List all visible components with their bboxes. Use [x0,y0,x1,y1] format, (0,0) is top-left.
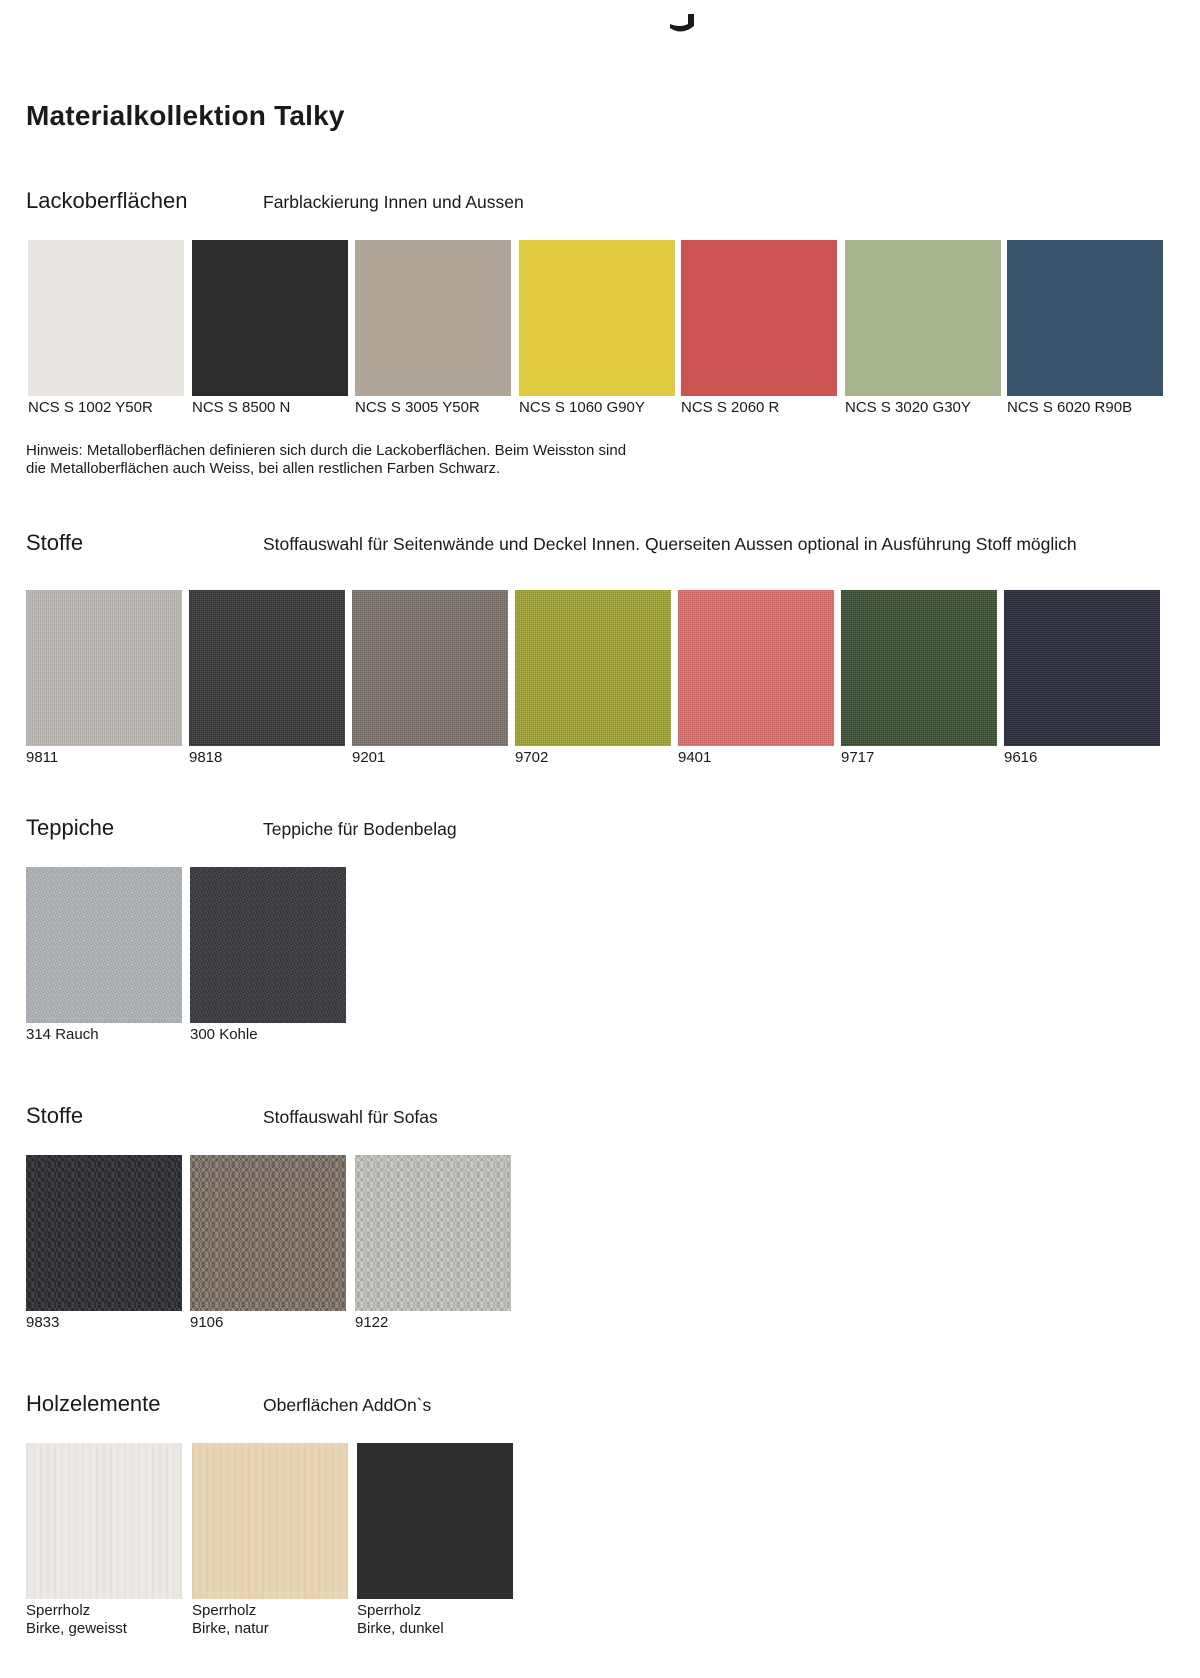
swatch-label: 9717 [841,749,875,766]
carpet-swatch [26,867,182,1023]
swatch-item [681,240,837,417]
metal-note [26,442,706,478]
swatch-label: 9201 [352,749,386,766]
swatch-label: 314 Rauch [26,1026,99,1043]
swatch-label: 9401 [678,749,712,766]
swatch-item [355,240,511,417]
swatch-label: 9833 [26,1314,60,1331]
swatch-item [26,590,182,767]
swatch-item [519,240,675,417]
fabric-swatch [26,590,182,746]
swatch-label-line2: Birke, geweisst [26,1620,127,1637]
swatch-label: 9818 [189,749,223,766]
carpet-swatch [190,867,346,1023]
color-swatch [1007,240,1163,396]
swatch-item [192,1443,348,1638]
fabric-swatch [515,590,671,746]
swatch-item [352,590,508,767]
swatch-label-line1: Sperrholz [357,1602,422,1619]
swatch-item [1004,590,1160,767]
swatch-label: NCS S 2060 R [681,399,780,416]
swatch-item [26,1443,182,1638]
swatch-item [678,590,834,767]
sofa-fabric-swatch [190,1155,346,1311]
swatch-label: 9702 [515,749,549,766]
logo-fragment-icon [668,14,696,34]
swatch-label: 9106 [190,1314,224,1331]
color-swatch [28,240,184,396]
swatch-label [192,1602,348,1638]
swatch-label: NCS S 3020 G30Y [845,399,971,416]
wood-swatch [192,1443,348,1599]
section-subtitle: Stoffauswahl für Seitenwände und Deckel Innen. Querseiten Aussen optional in Ausführung Stoff möglich [263,534,1077,554]
swatch-label-line2: Birke, natur [192,1620,269,1637]
swatch-label-line1: Sperrholz [192,1602,257,1619]
page-title: Materialkollektion Talky [26,100,345,131]
swatch-label: NCS S 1002 Y50R [28,399,153,416]
section-title: Holzelemente [26,1391,161,1416]
wood-swatch [26,1443,182,1599]
color-swatch [355,240,511,396]
swatch-label: 300 Kohle [190,1026,258,1043]
fabric-swatch [841,590,997,746]
swatch-label [357,1602,513,1638]
swatch-item [192,240,348,417]
swatch-item [357,1443,513,1638]
swatch-item [1007,240,1163,417]
section-title: Lackoberflächen [26,188,188,213]
color-swatch [845,240,1001,396]
swatch-label-line1: Sperrholz [26,1602,91,1619]
swatch-label: 9811 [26,749,59,766]
section-title: Stoffe [26,530,84,555]
swatch-item [26,1155,182,1332]
swatch-label-line2: Birke, dunkel [357,1620,444,1637]
sofa-fabric-swatch [26,1155,182,1311]
swatch-label: NCS S 6020 R90B [1007,399,1133,416]
swatch-item [189,590,345,767]
fabric-swatch [1004,590,1160,746]
swatch-item [26,867,182,1044]
color-swatch [192,240,348,396]
fabric-swatch [189,590,345,746]
swatch-label: NCS S 3005 Y50R [355,399,480,416]
color-swatch [519,240,675,396]
swatch-item [841,590,997,767]
swatch-item [190,867,346,1044]
section-subtitle: Oberflächen AddOn`s [263,1395,432,1415]
fabric-swatch [678,590,834,746]
section-subtitle: Stoffauswahl für Sofas [263,1107,438,1127]
swatch-item [190,1155,346,1332]
section-title: Teppiche [26,815,115,840]
swatch-label: NCS S 1060 G90Y [519,399,645,416]
wood-swatch [357,1443,513,1599]
fabric-swatch [352,590,508,746]
swatch-item [28,240,184,417]
note-line: Hinweis: Metalloberflächen definieren sich durch die Lackoberflächen. Beim Weisston sind [26,442,627,459]
sofa-fabric-swatch [355,1155,511,1311]
section-title: Stoffe [26,1103,84,1128]
swatch-label: 9122 [355,1314,389,1331]
swatch-label: 9616 [1004,749,1038,766]
note-line: die Metalloberflächen auch Weiss, bei allen restlichen Farben Schwarz. [26,460,501,477]
section-subtitle: Farblackierung Innen und Aussen [263,192,524,212]
swatch-label [26,1602,182,1638]
swatch-item [515,590,671,767]
section-subtitle: Teppiche für Bodenbelag [263,819,457,839]
swatch-label: NCS S 8500 N [192,399,291,416]
swatch-item [845,240,1001,417]
color-swatch [681,240,837,396]
swatch-item [355,1155,511,1332]
